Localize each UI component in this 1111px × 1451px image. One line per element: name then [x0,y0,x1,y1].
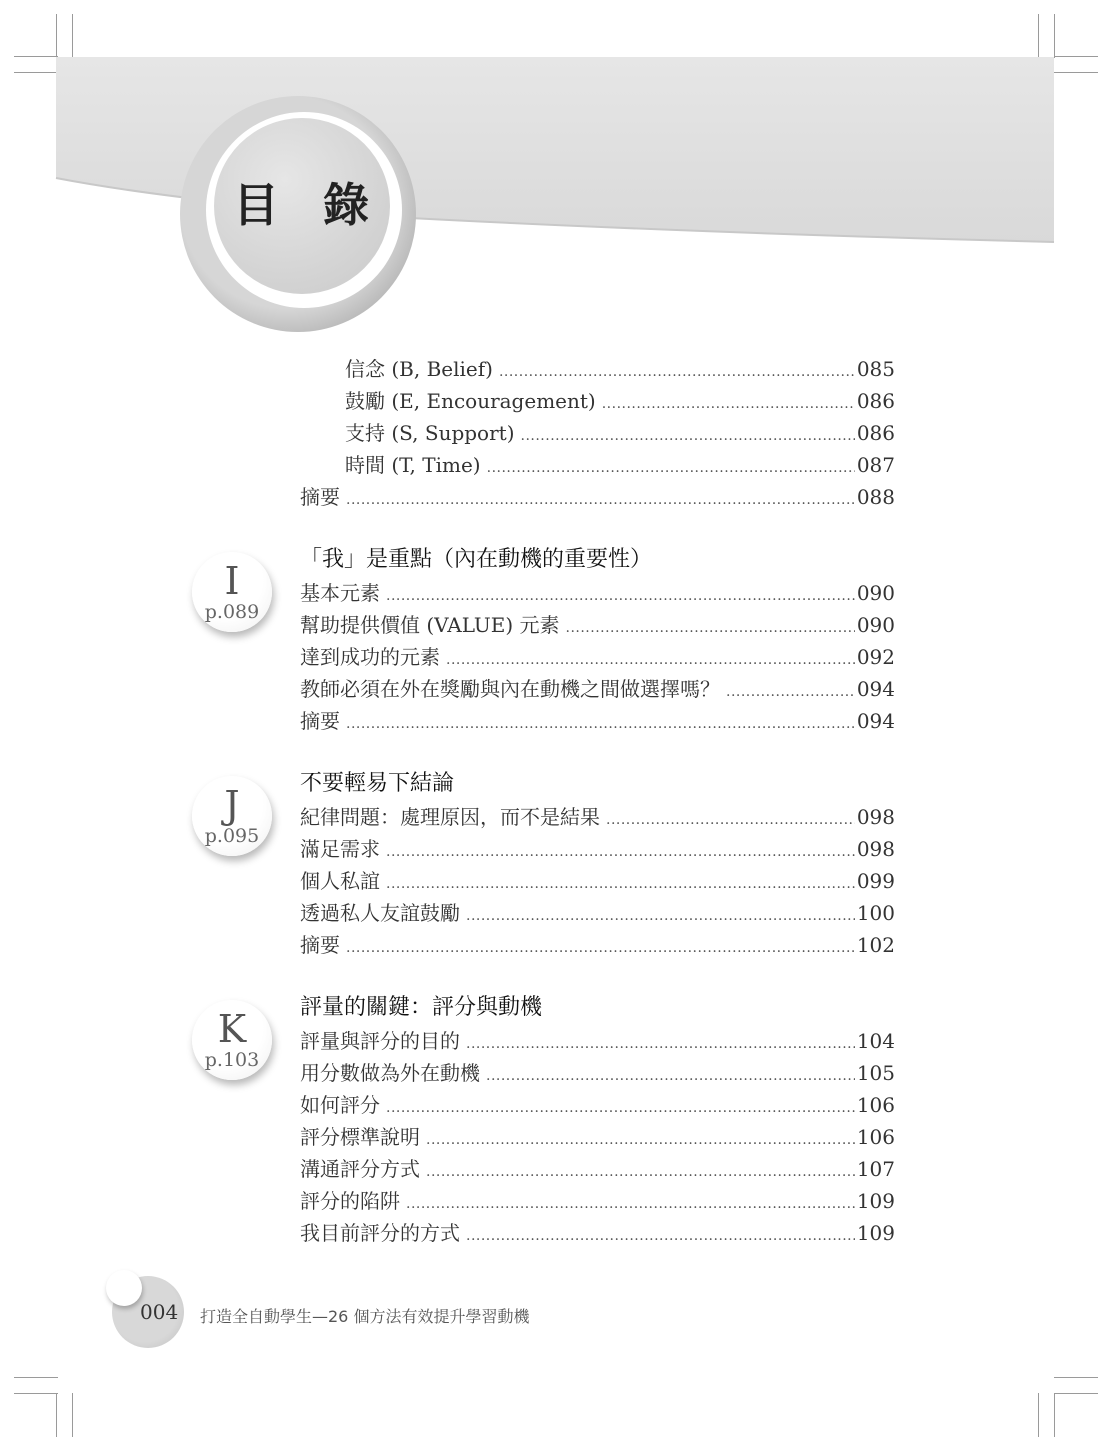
toc-entry-page: 102 [856,933,895,957]
toc-entry-label: 滿足需求 [300,837,380,861]
toc-entry [300,641,895,673]
toc-entry [300,705,895,737]
toc-entry-page: 106 [856,1093,895,1117]
toc-entry-label: 摘要 [300,709,340,733]
section-start-page: p.095 [204,825,260,847]
toc-entry-page: 100 [856,901,895,925]
toc-entry [300,1089,895,1121]
toc-entry-page: 109 [856,1189,895,1213]
dot-leader [346,716,855,732]
toc-entry-label: 如何評分 [300,1093,380,1117]
section-badge [192,552,272,632]
dot-leader [386,1100,855,1116]
toc-entry [300,865,895,897]
dot-leader [602,396,855,412]
toc-entry-page: 094 [856,677,895,701]
crop-mark [14,1393,58,1394]
toc-title-badge [216,116,388,288]
section-badge [192,776,272,856]
footer-book-title: 打造全自動學生—26 個方法有效提升學習動機 [200,1307,530,1326]
toc-entry-label: 紀律問題：處理原因，而不是結果 [300,805,600,829]
toc-entry-label: 摘要 [300,485,340,509]
toc-entry [345,385,895,417]
dot-leader [466,908,855,924]
toc-entry-label: 信念 (B, Belief) [345,357,493,381]
toc-entry [345,353,895,385]
section-letter: K [217,1007,247,1051]
dot-leader [499,364,855,380]
dot-leader [726,684,855,700]
toc-entry-label: 個人私誼 [300,869,380,893]
section-start-page: p.089 [204,601,260,623]
toc-entry [300,1025,895,1057]
section-letter: J [224,783,240,827]
crop-mark [72,1393,73,1437]
toc-entry-page: 087 [856,453,895,477]
toc-entry-page: 085 [856,357,895,381]
dot-leader [386,844,855,860]
page-title: 目 錄 [232,178,383,232]
toc-entry [300,673,895,705]
toc-entry [300,577,895,609]
dot-leader [386,588,855,604]
header-band [0,0,1111,340]
crop-mark [56,1393,57,1437]
toc-entry-label: 時間 (T, Time) [345,453,481,477]
toc-entry-label: 透過私人友誼鼓勵 [300,901,460,925]
toc-entry [345,449,895,481]
toc-entry-page: 107 [856,1157,895,1181]
dot-leader [566,620,855,636]
toc-entry-label: 溝通評分方式 [300,1157,420,1181]
toc-entry-label: 評分標準說明 [300,1125,420,1149]
toc-entry-page: 109 [856,1221,895,1245]
toc-entry-label: 摘要 [300,933,340,957]
toc-entry-label: 基本元素 [300,581,380,605]
dot-leader [521,428,855,444]
toc-entry-label: 教師必須在外在獎勵與內在動機之間做選擇嗎？ [300,677,720,701]
toc-entry-page: 099 [856,869,895,893]
toc-entry [300,1217,895,1249]
dot-leader [406,1196,855,1212]
toc-entry-label: 評分的陷阱 [300,1189,400,1213]
dot-leader [487,460,855,476]
crop-mark [14,1377,58,1378]
toc-entry-page: 090 [856,613,895,637]
dot-leader [466,1228,855,1244]
toc-entry-page: 094 [856,709,895,733]
dot-leader [346,492,855,508]
toc-entry-page: 106 [856,1125,895,1149]
toc-entry-page: 104 [856,1029,895,1053]
toc-entry-page: 088 [856,485,895,509]
dot-leader [446,652,855,668]
crop-mark [1038,1393,1039,1437]
toc-entry [300,929,895,961]
toc-entry-page: 098 [856,805,895,829]
dot-leader [426,1164,855,1180]
dot-leader [466,1036,855,1052]
toc-entry [300,481,895,513]
section-title: 評量的關鍵：評分與動機 [300,995,543,1020]
footer-page-number: 004 [140,1300,179,1324]
toc-entry [345,417,895,449]
toc-entry [300,801,895,833]
crop-mark [1054,1377,1098,1378]
dot-leader [386,876,855,892]
dot-leader [606,812,855,828]
toc-entry [300,1153,895,1185]
toc-entry-label: 幫助提供價值 (VALUE) 元素 [300,613,560,637]
toc-entry-page: 092 [856,645,895,669]
dot-leader [346,940,855,956]
toc-entry-page: 086 [856,421,895,445]
section-badge [192,1000,272,1080]
section-title: 「我」是重點（內在動機的重要性） [300,547,653,572]
toc-entry-page: 086 [856,389,895,413]
toc-entry-page: 098 [856,837,895,861]
toc-entry-label: 支持 (S, Support) [345,421,515,445]
dot-leader [486,1068,855,1084]
toc-entry-page: 105 [856,1061,895,1085]
toc-entry [300,1185,895,1217]
toc-entry-label: 達到成功的元素 [300,645,440,669]
toc-entry-label: 鼓勵 (E, Encouragement) [345,389,596,413]
footer-page-highlight [106,1270,142,1306]
toc-entry-label: 評量與評分的目的 [300,1029,460,1053]
dot-leader [426,1132,855,1148]
toc-entry-label: 用分數做為外在動機 [300,1061,480,1085]
toc-entry-page: 090 [856,581,895,605]
toc-entry [300,1057,895,1089]
toc-entry-label: 我目前評分的方式 [300,1221,460,1245]
crop-mark [1054,1393,1098,1394]
toc-entry [300,609,895,641]
toc-entry [300,897,895,929]
toc-entry [300,1121,895,1153]
section-letter: I [224,559,240,603]
crop-mark [1054,1393,1055,1437]
section-title: 不要輕易下結論 [300,771,455,796]
section-start-page: p.103 [204,1049,260,1071]
toc-entry [300,833,895,865]
